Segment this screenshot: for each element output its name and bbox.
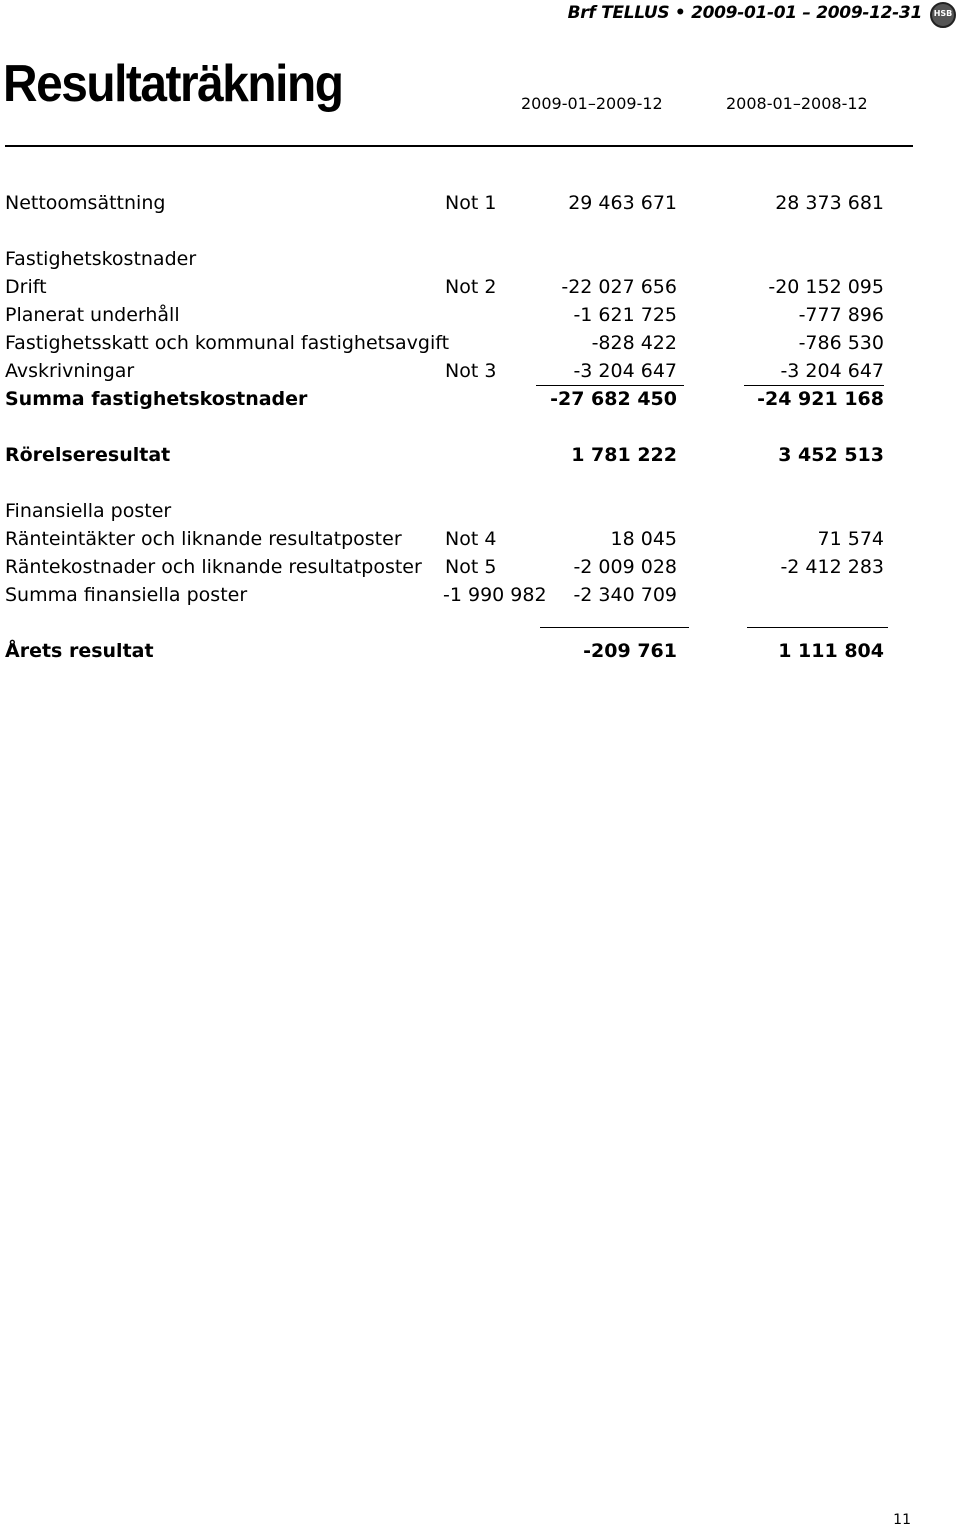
- row-label: Summa fastighetskostnader: [5, 388, 308, 410]
- row-fastighetsskatt: [0, 332, 960, 360]
- row-note: Not 4: [445, 528, 497, 550]
- row-label: Nettoomsättning: [5, 192, 166, 214]
- row-extra-value: -1 990 982: [443, 584, 547, 606]
- row-previous: -3 204 647: [780, 360, 884, 382]
- row-previous: 28 373 681: [775, 192, 884, 214]
- row-current: -3 204 647: [573, 360, 677, 382]
- section-label: Finansiella poster: [5, 500, 172, 522]
- row-current: -2 340 709: [573, 584, 677, 606]
- total-underline-current: [540, 627, 689, 628]
- row-current: 29 463 671: [568, 192, 677, 214]
- row-note: Not 3: [445, 360, 497, 382]
- hsb-logo-text: HSB: [933, 9, 953, 18]
- row-previous: -777 896: [798, 304, 884, 326]
- row-drift: [0, 276, 960, 304]
- row-current: -27 682 450: [550, 388, 677, 410]
- row-previous: -20 152 095: [768, 276, 884, 298]
- row-note: Not 1: [445, 192, 497, 214]
- row-label: Räntekostnader och liknande resultatposter: [5, 556, 422, 578]
- row-planerat-underhall: [0, 304, 960, 332]
- section-finansiella-poster: [0, 500, 960, 528]
- row-note: Not 5: [445, 556, 497, 578]
- row-previous: -24 921 168: [757, 388, 884, 410]
- section-fastighetskostnader: [0, 248, 960, 276]
- row-label: Ränteintäkter och liknande resultatposter: [5, 528, 402, 550]
- row-current: -2 009 028: [573, 556, 677, 578]
- section-label: Fastighetskostnader: [5, 248, 197, 270]
- row-label: Rörelseresultat: [5, 444, 171, 466]
- row-current: -209 761: [583, 640, 677, 662]
- document-header: Brf TELLUS • 2009-01-01 – 2009-12-31: [567, 3, 922, 23]
- title-rule: [5, 145, 913, 147]
- row-previous: -2 412 283: [780, 556, 884, 578]
- subtotal-underline-previous: [744, 385, 884, 386]
- row-current: -828 422: [591, 332, 677, 354]
- row-label: Drift: [5, 276, 47, 298]
- row-summa-fastighetskostnader: [0, 388, 960, 416]
- row-rantekostnader: [0, 556, 960, 584]
- row-label: Planerat underhåll: [5, 304, 180, 326]
- page-number: 11: [893, 1512, 911, 1528]
- total-underline-previous: [747, 627, 888, 628]
- row-rorelseresultat: [0, 444, 960, 472]
- row-nettoomsattning: [0, 192, 960, 220]
- page-title: Resultaträkning: [3, 55, 343, 113]
- row-current: -1 621 725: [573, 304, 677, 326]
- row-current: 18 045: [610, 528, 677, 550]
- row-previous: 71 574: [817, 528, 884, 550]
- row-previous: 1 111 804: [778, 640, 884, 662]
- hsb-logo: [930, 2, 956, 28]
- row-label: Avskrivningar: [5, 360, 135, 382]
- row-summa-finansiella-poster: [0, 584, 960, 612]
- row-label: Årets resultat: [5, 640, 154, 662]
- row-current: -22 027 656: [561, 276, 677, 298]
- row-label: Fastighetsskatt och kommunal fastighetsavgift: [5, 332, 450, 354]
- row-arets-resultat: [0, 640, 960, 668]
- period-current-header: 2009-01–2009-12: [521, 94, 663, 113]
- row-previous: 3 452 513: [778, 444, 884, 466]
- row-avskrivningar: [0, 360, 960, 388]
- row-previous: -786 530: [798, 332, 884, 354]
- row-current: 1 781 222: [571, 444, 677, 466]
- period-previous-header: 2008-01–2008-12: [726, 94, 868, 113]
- subtotal-underline-current: [536, 385, 684, 386]
- row-label: Summa finansiella poster: [5, 584, 248, 606]
- row-ranteintakter: [0, 528, 960, 556]
- row-note: Not 2: [445, 276, 497, 298]
